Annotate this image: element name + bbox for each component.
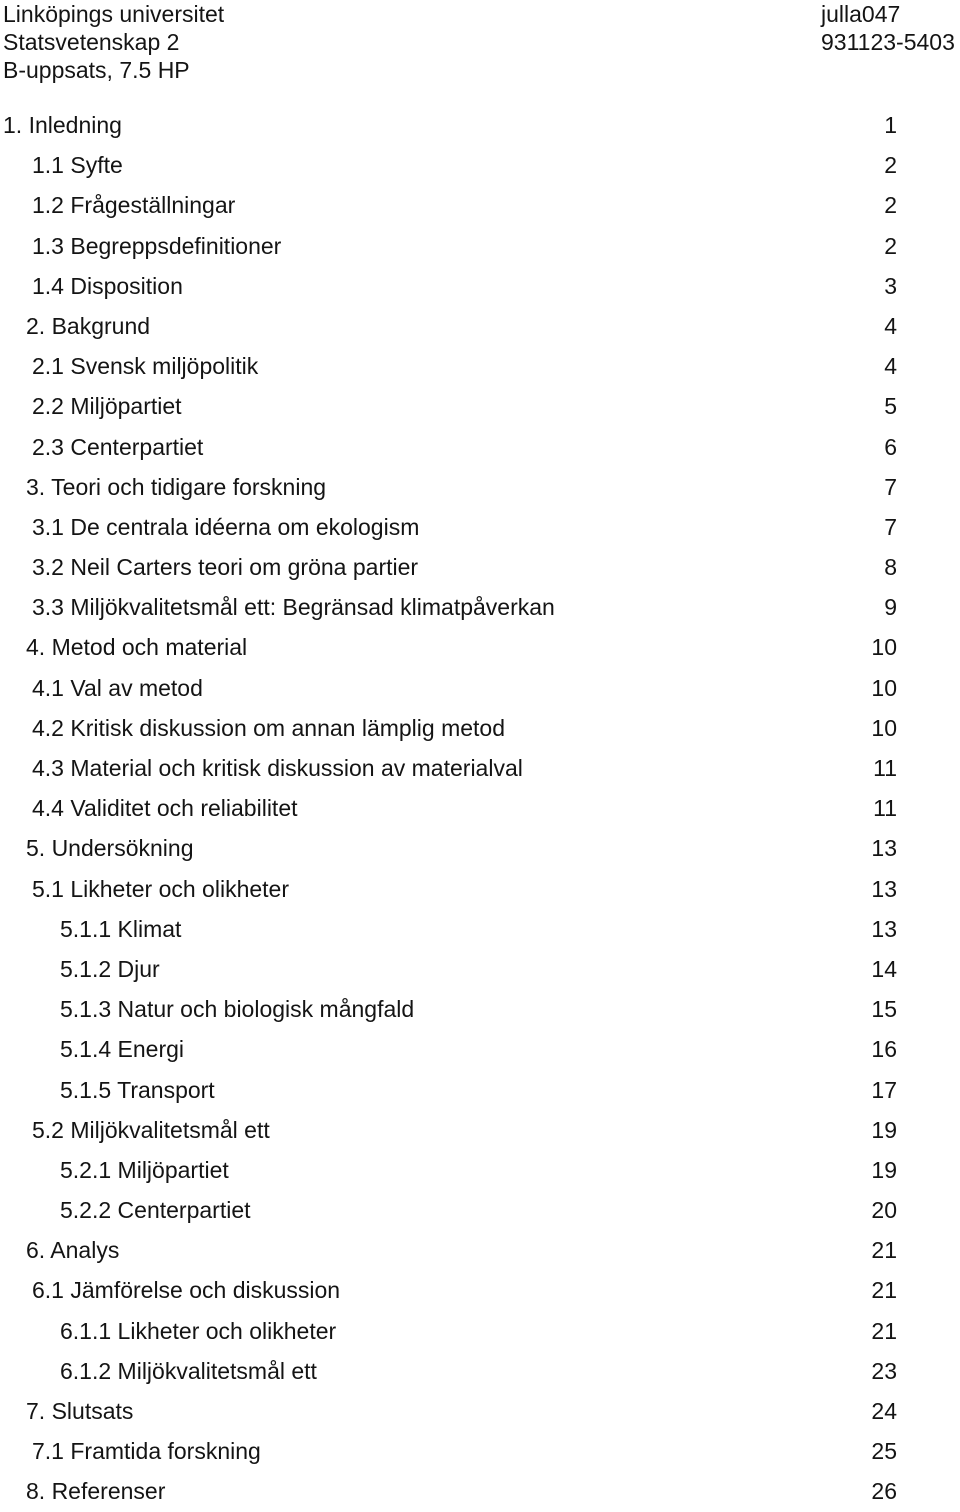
toc-entry (0, 1110, 960, 1150)
toc-entry-page: 26 (871, 1478, 897, 1505)
toc-entry-page: 16 (871, 1036, 897, 1063)
toc-entry (0, 1150, 960, 1190)
toc-entry-title: 8. Referenser (26, 1478, 166, 1505)
toc-entry-page: 3 (884, 272, 897, 299)
toc-entry (0, 587, 960, 627)
toc-entry-title: 6.1 Jämförelse och diskussion (32, 1277, 341, 1304)
toc-entry-page: 11 (873, 755, 897, 781)
toc-entry (0, 708, 960, 748)
toc-entry-title: 1. Inledning (3, 112, 122, 138)
toc-entry (0, 547, 960, 587)
toc-entry (0, 226, 960, 266)
toc-entry-page: 20 (871, 1197, 897, 1224)
toc-entry-page: 24 (871, 1398, 897, 1424)
toc-entry-title: 5.2 Miljökvalitetsmål ett (32, 1116, 270, 1143)
toc-entry (0, 1230, 960, 1270)
toc-entry-title: 2.3 Centerpartiet (32, 433, 204, 460)
toc-entry-title: 5.1.5 Transport (60, 1076, 215, 1103)
toc-entry (0, 145, 960, 185)
toc-entry-page: 10 (871, 674, 897, 701)
toc-entry-page: 5 (884, 393, 897, 420)
toc-entry-page: 4 (884, 353, 897, 380)
toc-entry (0, 1270, 960, 1310)
toc-entry-title: 1.2 Frågeställningar (32, 192, 236, 219)
toc-entry (0, 788, 960, 828)
toc-entry-title: 5.1.3 Natur och biologisk mångfald (60, 996, 415, 1023)
toc-entry (0, 346, 960, 386)
toc-entry-title: 6. Analys (26, 1237, 120, 1264)
toc-entry (0, 668, 960, 708)
toc-entry-title: 1.3 Begreppsdefinitioner (32, 232, 282, 259)
toc-entry-page: 9 (884, 594, 897, 621)
toc-entry-title: 4.1 Val av metod (32, 674, 203, 701)
toc-entry (0, 828, 960, 868)
toc-entry (0, 306, 960, 346)
toc-entry-page: 8 (884, 554, 897, 581)
toc-entry-title: 3.3 Miljökvalitetsmål ett: Begränsad klimatpåverkan (32, 594, 555, 621)
document-header (3, 0, 960, 84)
toc-entry (0, 507, 960, 547)
toc-entry (0, 1311, 960, 1351)
toc-entry-title: 3.2 Neil Carters teori om gröna partier (32, 554, 419, 581)
toc-entry-page: 21 (871, 1237, 897, 1264)
toc-entry (0, 467, 960, 507)
toc-entry-title: 4.2 Kritisk diskussion om annan lämplig metod (32, 714, 506, 741)
toc-entry (0, 869, 960, 909)
toc-entry-page: 7 (884, 513, 897, 540)
toc-entry (0, 627, 960, 667)
toc-entry-page: 21 (871, 1277, 897, 1304)
toc-entry-page: 25 (871, 1438, 897, 1465)
header-row (3, 0, 960, 28)
toc-entry (0, 1070, 960, 1110)
toc-entry (0, 1431, 960, 1471)
toc-entry-page: 2 (884, 152, 897, 179)
toc-entry (0, 748, 960, 788)
toc-entry-page: 13 (871, 915, 897, 942)
toc-entry-page: 23 (871, 1357, 897, 1384)
toc-entry-page: 10 (871, 634, 897, 661)
header-row (3, 56, 960, 84)
toc-entry-page: 7 (884, 473, 897, 500)
toc-entry-title: 5.2.1 Miljöpartiet (60, 1156, 229, 1183)
thesis-type: B-uppsats, 7.5 HP (3, 57, 190, 83)
toc-entry-title: 7. Slutsats (26, 1398, 134, 1424)
toc-entry (0, 989, 960, 1029)
toc-entry-title: 6.1.1 Likheter och olikheter (60, 1317, 337, 1344)
toc-entry-title: 2. Bakgrund (26, 312, 151, 339)
toc-entry-title: 1.1 Syfte (32, 152, 123, 179)
toc-entry-title: 5.1.2 Djur (60, 955, 160, 982)
toc-entry (0, 1471, 960, 1511)
toc-entry-title: 4. Metod och material (26, 634, 248, 661)
toc-entry (0, 185, 960, 225)
toc-entry (0, 427, 960, 467)
toc-entry (0, 949, 960, 989)
university-name: Linköpings universitet (3, 1, 225, 27)
toc-entry-title: 5.1.1 Klimat (60, 915, 182, 942)
toc-entry-page: 13 (871, 875, 897, 902)
toc-entry-page: 10 (871, 714, 897, 741)
toc-entry-page: 17 (871, 1076, 897, 1103)
toc-entry-page: 2 (884, 232, 897, 259)
toc-entry-page: 11 (873, 795, 897, 822)
toc-entry-page: 2 (884, 192, 897, 219)
toc-entry (0, 386, 960, 426)
toc-entry-page: 14 (871, 955, 897, 982)
toc-entry-title: 2.2 Miljöpartiet (32, 393, 182, 420)
toc-entry-page: 1 (884, 112, 897, 138)
toc-entry-title: 5. Undersökning (26, 835, 194, 862)
toc-entry (0, 105, 960, 145)
toc-entry (0, 266, 960, 306)
toc-entry-title: 6.1.2 Miljökvalitetsmål ett (60, 1357, 317, 1384)
personal-number: 931123-5403 (821, 29, 955, 55)
table-of-contents (0, 105, 960, 1512)
toc-entry-title: 3.1 De centrala idéerna om ekologism (32, 513, 420, 540)
toc-entry-page: 19 (871, 1156, 897, 1183)
toc-entry-title: 3. Teori och tidigare forskning (26, 473, 327, 500)
author-id: julla047 (821, 1, 901, 27)
toc-entry-page: 6 (884, 433, 897, 460)
toc-entry-page: 15 (871, 996, 897, 1023)
toc-entry (0, 1190, 960, 1230)
header-row (3, 28, 960, 56)
toc-entry-title: 5.2.2 Centerpartiet (60, 1197, 251, 1224)
toc-entry (0, 909, 960, 949)
toc-entry-title: 2.1 Svensk miljöpolitik (32, 353, 259, 380)
toc-entry-page: 4 (884, 312, 897, 339)
toc-entry (0, 1351, 960, 1391)
toc-entry-title: 5.1.4 Energi (60, 1036, 185, 1063)
toc-entry-title: 4.4 Validitet och reliabilitet (32, 795, 298, 822)
toc-entry-title: 5.1 Likheter och olikheter (32, 875, 289, 902)
toc-entry-page: 13 (871, 835, 897, 862)
toc-entry-page: 21 (871, 1317, 897, 1344)
course-name: Statsvetenskap 2 (3, 29, 180, 55)
toc-entry (0, 1391, 960, 1431)
toc-entry-page: 19 (871, 1116, 897, 1143)
toc-entry-title: 1.4 Disposition (32, 272, 183, 299)
toc-entry (0, 1029, 960, 1069)
toc-entry-title: 4.3 Material och kritisk diskussion av materialval (32, 755, 523, 781)
toc-entry-title: 7.1 Framtida forskning (32, 1438, 261, 1465)
